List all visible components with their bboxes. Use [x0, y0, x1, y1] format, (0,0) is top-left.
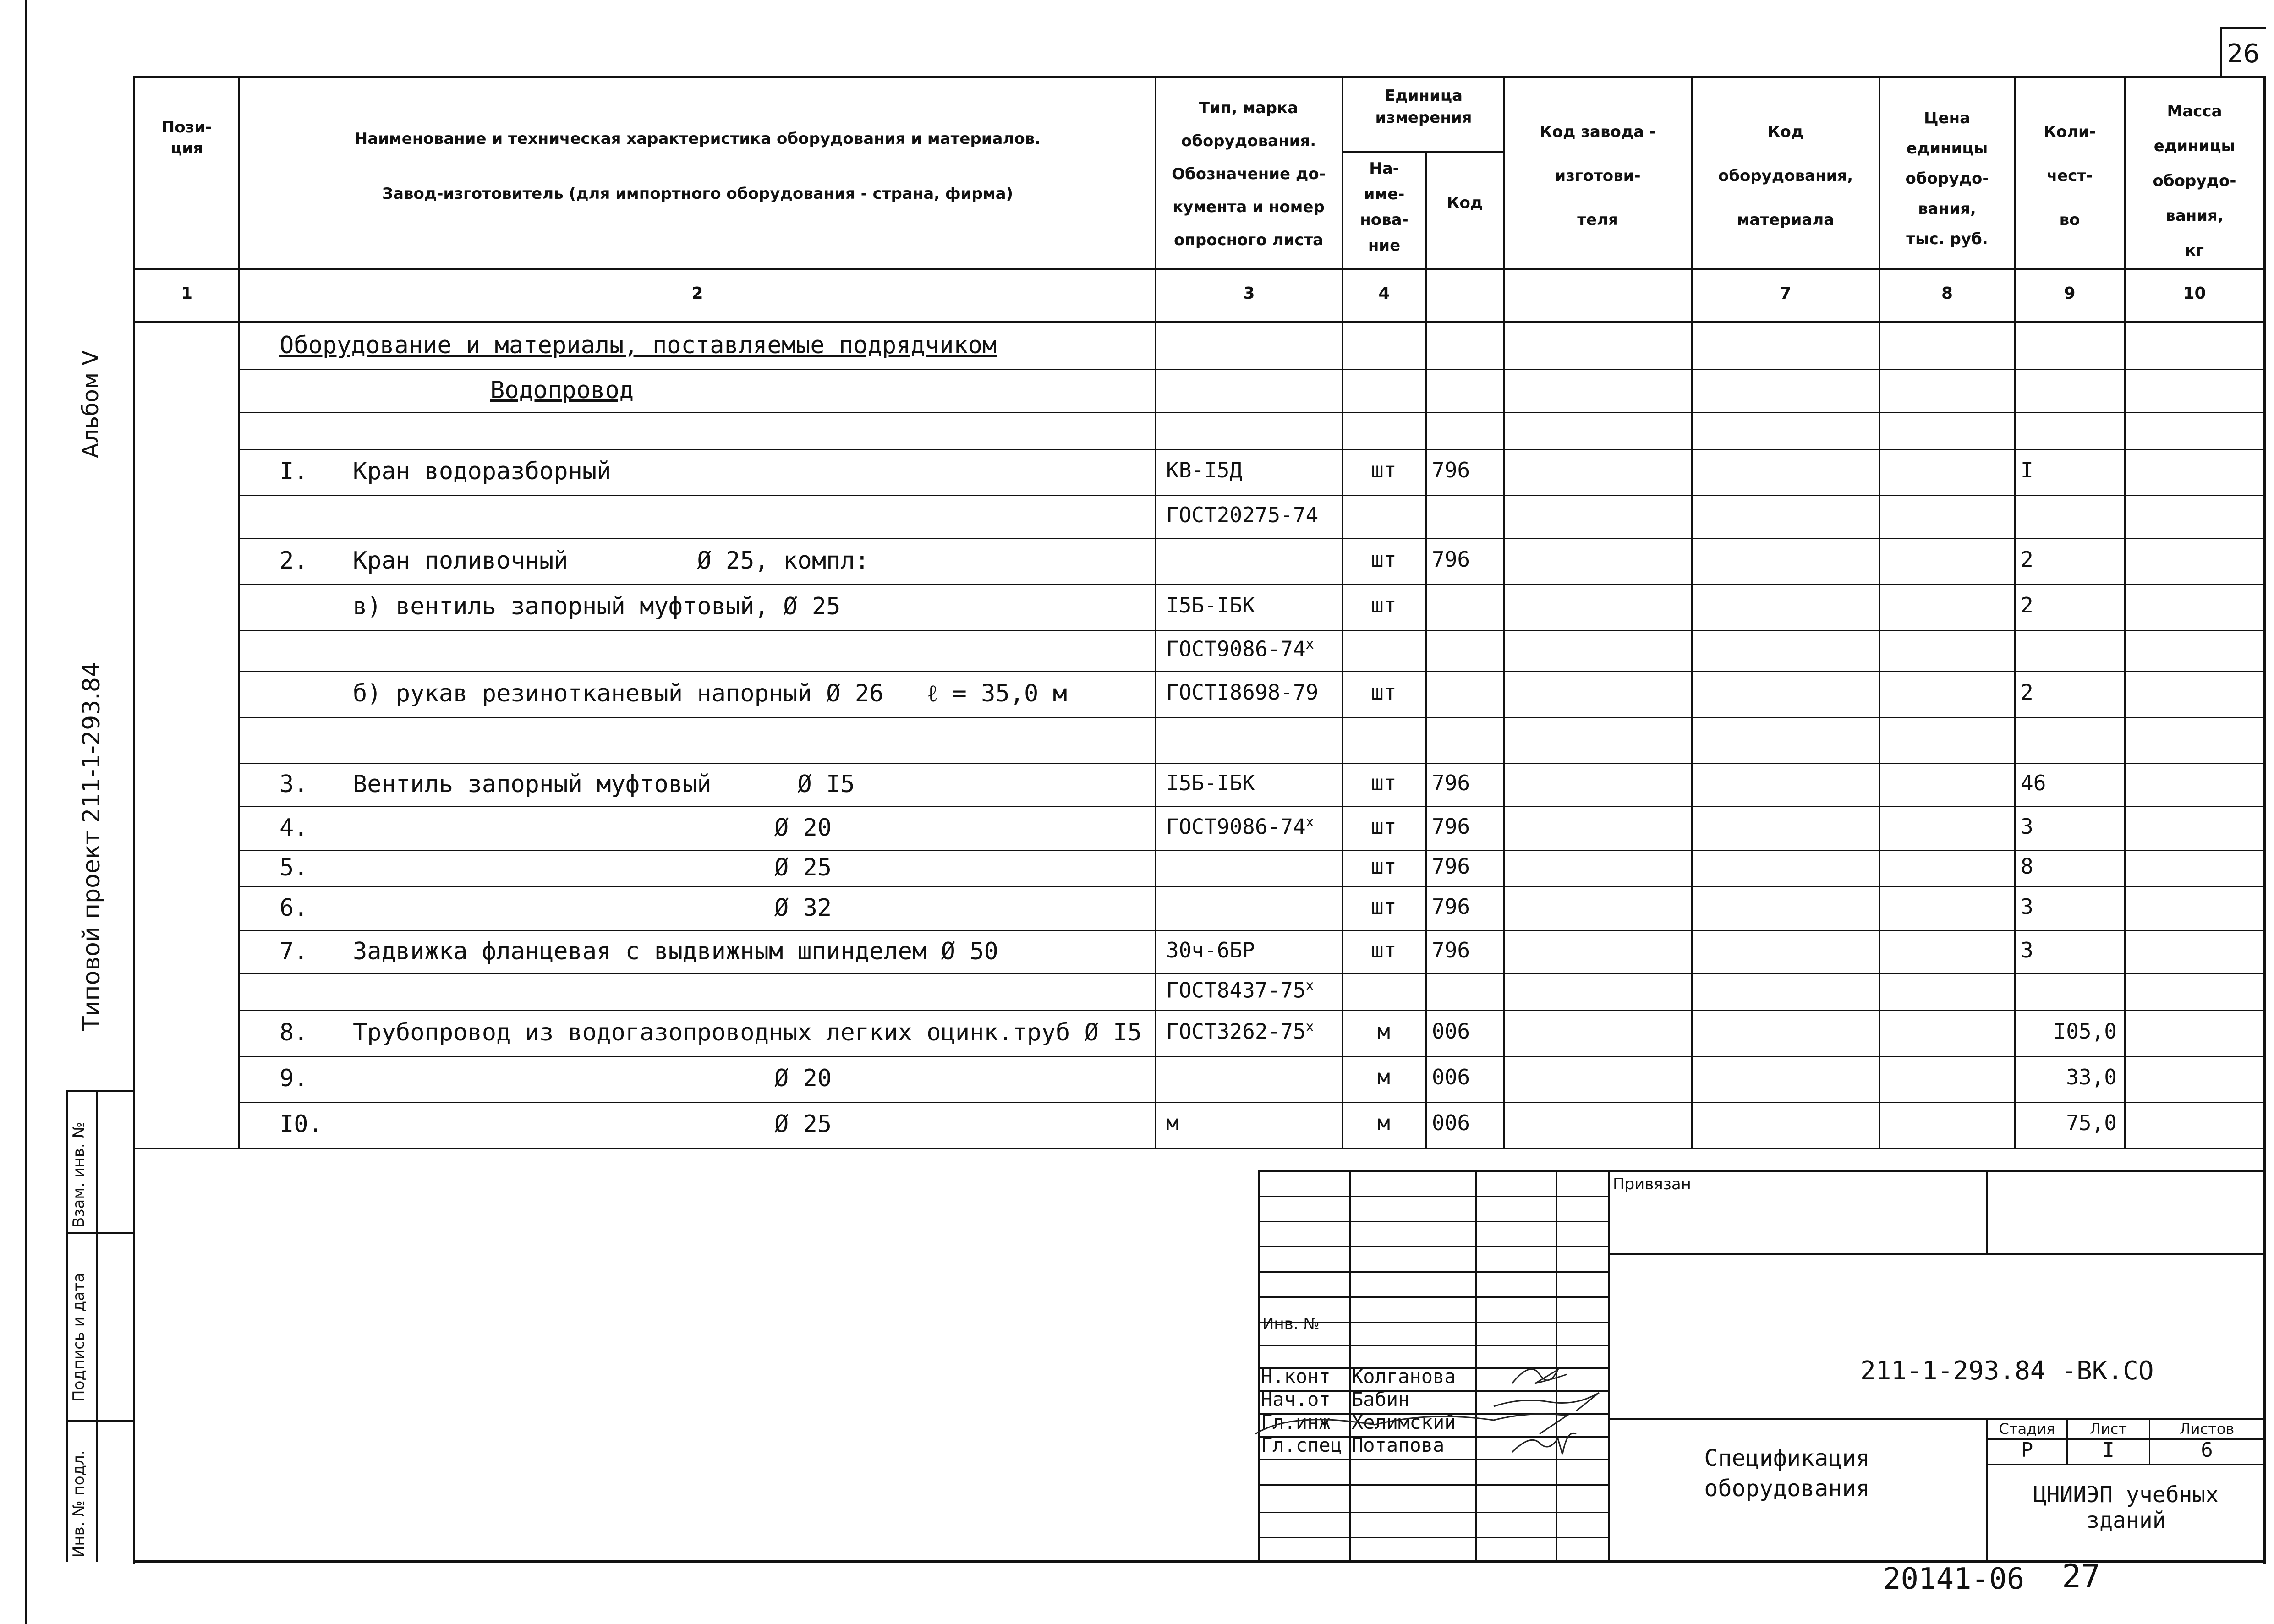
- row-line: [240, 538, 2263, 539]
- stamp-h13: [1258, 1484, 1608, 1486]
- side-box-inner: [96, 1090, 98, 1562]
- sheet-number-box-left: [2220, 27, 2222, 78]
- stamp-document-code: 211-1-293.84 -ВК.СО: [1860, 1356, 2154, 1386]
- table-border-right: [2263, 76, 2266, 1564]
- archive-number: 20141-06: [1883, 1562, 2025, 1596]
- box-label-replaced-inv: Взам. инв. №: [70, 1122, 88, 1228]
- row-unit: шт: [1371, 937, 1397, 962]
- row-quantity: 46: [2021, 770, 2046, 795]
- stamp-inv-label: Инв. №: [1262, 1315, 1320, 1333]
- stamp-organization: ЦНИИЭП учебных зданий: [2033, 1482, 2219, 1533]
- row-line: [240, 495, 2263, 496]
- signature-name-1: Колганова: [1352, 1365, 1456, 1388]
- row-type: ГОСТI8698-79: [1166, 680, 1319, 705]
- signature-name-3: Хелимский: [1352, 1411, 1456, 1433]
- stamp-sheets-value: 6: [2201, 1438, 2213, 1462]
- row-line: [240, 717, 2263, 718]
- colnum-3: 3: [1243, 284, 1255, 303]
- row-line: [240, 671, 2263, 672]
- row-quantity: 3: [2021, 937, 2033, 962]
- row-unit: м: [1377, 1065, 1390, 1089]
- row-name: Водопровод: [490, 376, 634, 404]
- header-plant-code: Код завода - изготови- теля: [1539, 123, 1656, 229]
- row-line: [240, 1102, 2263, 1103]
- side-box-top: [66, 1090, 135, 1092]
- header-price: Цена единицы оборудо- вания, тыс. руб.: [1905, 109, 1989, 248]
- row-type: $ГОСТ9086-74^х$: [1166, 814, 1314, 839]
- row-line: [240, 584, 2263, 585]
- row-code: 006: [1432, 1110, 1470, 1135]
- row-type-superscript: х: [1305, 636, 1314, 652]
- row-quantity: 3: [2021, 814, 2033, 839]
- row-unit: шт: [1371, 854, 1397, 879]
- stamp-h5: [1258, 1296, 1608, 1298]
- row-position: I.: [279, 458, 308, 485]
- stamp-stage-label: Стадия: [1999, 1420, 2055, 1438]
- row-type: $ГОСТ9086-74^х$: [1166, 636, 1314, 662]
- row-quantity: I: [2021, 458, 2033, 482]
- row-unit: шт: [1371, 593, 1397, 618]
- row-code: 006: [1432, 1019, 1470, 1044]
- row-code: 796: [1432, 547, 1470, 572]
- header-position: Пози- ция: [161, 118, 212, 158]
- row-name: Ø 25: [774, 1110, 832, 1138]
- box-label-original-inv: Инв. № подл.: [70, 1450, 88, 1558]
- page-number: 27: [2062, 1558, 2101, 1595]
- colnum-1: 1: [181, 284, 193, 303]
- row-line: [240, 449, 2263, 450]
- header-name-line2: Завод-изготовитель (для импортного оборудования - страна, фирма): [382, 185, 1014, 203]
- row-type: $ГОСТ3262-75^х$: [1166, 1019, 1314, 1044]
- row-position: 6.: [279, 894, 308, 922]
- row-line: [240, 369, 2263, 370]
- col-line-2: [238, 76, 240, 1148]
- row-quantity: 3: [2021, 894, 2033, 919]
- row-name: Ø 32: [774, 894, 832, 922]
- row-name: Задвижка фланцевая с выдвижным шпинделем Ø 50: [353, 937, 998, 965]
- row-type: ГОСТ20275-74: [1166, 502, 1319, 527]
- signature-scribbles: [1237, 1356, 1604, 1466]
- row-name: Оборудование и материалы, поставляемые подрядчиком: [279, 332, 997, 359]
- sheet-number-box-top: [2220, 27, 2266, 29]
- row-type: 30ч-6БР: [1166, 937, 1255, 962]
- signature-role-2: Нач.от: [1261, 1388, 1331, 1411]
- row-line: [240, 1010, 2263, 1011]
- album-label: Альбом V: [78, 350, 104, 458]
- stamp-h7: [1258, 1345, 1608, 1346]
- row-code: 796: [1432, 937, 1470, 962]
- row-unit: шт: [1371, 458, 1397, 482]
- row-unit: м: [1377, 1019, 1390, 1044]
- row-position: I0.: [279, 1110, 323, 1138]
- signature-role-1: Н.конт: [1261, 1365, 1331, 1388]
- header-unit-group: Единица измерения: [1375, 87, 1472, 127]
- row-line: [240, 886, 2263, 887]
- header-name-line1: Наименование и техническая характеристика оборудования и материалов.: [354, 130, 1041, 148]
- row-code: 796: [1432, 854, 1470, 879]
- row-line: [240, 850, 2263, 851]
- row-type: I5Б-IБК: [1166, 770, 1255, 795]
- stamp-top: [1258, 1170, 2263, 1172]
- side-box-left: [66, 1090, 68, 1562]
- row-type-superscript: х: [1305, 978, 1314, 994]
- row-line: [240, 973, 2263, 974]
- signature-name-4: Потапова: [1352, 1434, 1445, 1456]
- header-unit-name: На- име- нова- ние: [1360, 159, 1408, 255]
- row-quantity: 8: [2021, 854, 2033, 879]
- stamp-sheets-label: Листов: [2179, 1420, 2235, 1438]
- row-type-superscript: х: [1305, 1019, 1314, 1035]
- signature-role-3: Гл.инж: [1261, 1411, 1331, 1433]
- stamp-title: Спецификация оборудования: [1704, 1445, 1870, 1502]
- row-name: Трубопровод из водогазопроводных легких оцинк.труб Ø I5: [353, 1019, 1142, 1046]
- side-box-div2: [66, 1420, 135, 1422]
- row-type: I5Б-IБК: [1166, 593, 1255, 618]
- stamp-h3: [1258, 1246, 1608, 1247]
- stamp-r-h2: [1608, 1418, 2263, 1420]
- row-position: 8.: [279, 1019, 308, 1046]
- left-margin-line: [25, 0, 27, 1624]
- row-quantity: 2: [2021, 547, 2033, 572]
- row-code: 796: [1432, 894, 1470, 919]
- stamp-h4: [1258, 1271, 1608, 1273]
- row-quantity: 33,0: [2066, 1065, 2117, 1089]
- sheet-number: 26: [2227, 39, 2260, 69]
- row-position: 4.: [279, 814, 308, 842]
- row-code: 796: [1432, 814, 1470, 839]
- colnum-10: 10: [2183, 284, 2206, 303]
- row-name: б) рукав резинотканевый напорный Ø 26 ℓ = 35,0 м: [353, 680, 1067, 707]
- stamp-sheet-label: Лист: [2089, 1420, 2127, 1438]
- header-mass: Масса единицы оборудо- вания, кг: [2153, 102, 2236, 260]
- stamp-h1: [1258, 1196, 1608, 1197]
- row-unit: шт: [1371, 770, 1397, 795]
- data-bottom: [133, 1148, 2266, 1149]
- stamp-sheet-value: I: [2102, 1438, 2115, 1462]
- row-name: Кран водоразборный: [353, 458, 611, 485]
- row-unit: м: [1377, 1110, 1390, 1135]
- signature-name-2: Бабин: [1352, 1388, 1410, 1411]
- row-quantity: 75,0: [2066, 1110, 2117, 1135]
- header-equipment-code: Код оборудования, материала: [1718, 123, 1853, 229]
- row-unit: шт: [1371, 547, 1397, 572]
- row-name: Ø 20: [774, 1065, 832, 1092]
- colnum-4: 4: [1378, 284, 1390, 303]
- side-box-div1: [66, 1232, 135, 1234]
- row-line: [240, 763, 2263, 764]
- row-type: КВ-I5Д: [1166, 458, 1243, 482]
- column-number-row-bottom: [133, 321, 2266, 323]
- row-name: Кран поливочный Ø 25, компл:: [353, 547, 870, 574]
- row-unit: шт: [1371, 814, 1397, 839]
- row-type: $ГОСТ8437-75^х$: [1166, 978, 1314, 1003]
- row-name: в) вентиль запорный муфтовый, Ø 25: [353, 593, 841, 620]
- row-position: 7.: [279, 937, 308, 965]
- row-line: [240, 806, 2263, 807]
- row-code: 006: [1432, 1065, 1470, 1089]
- stamp-attached-divider: [1986, 1170, 1988, 1253]
- col-line-4b: [1425, 151, 1427, 1148]
- table-border-top: [133, 76, 2266, 78]
- colnum-8: 8: [1941, 284, 1953, 303]
- row-quantity: 2: [2021, 680, 2033, 705]
- row-line: [240, 930, 2263, 931]
- row-position: 2.: [279, 547, 308, 574]
- project-label: Типовой проект 211-1-293.84: [78, 662, 105, 1031]
- row-name: Ø 25: [774, 854, 832, 881]
- header-unit-code: Код: [1447, 194, 1483, 212]
- header-type: Тип, марка оборудования. Обозначение до- кумента и номер опросного листа: [1172, 99, 1326, 249]
- box-label-signature-date: Подпись и дата: [70, 1273, 88, 1402]
- stamp-h2: [1258, 1221, 1608, 1222]
- stamp-h15: [1258, 1537, 1608, 1538]
- row-type-superscript: х: [1305, 814, 1314, 830]
- row-code: 796: [1432, 458, 1470, 482]
- row-position: 5.: [279, 854, 308, 881]
- stamp-v4: [1608, 1170, 1610, 1560]
- row-position: 9.: [279, 1065, 308, 1092]
- row-type: м: [1166, 1110, 1179, 1135]
- unit-header-divider: [1342, 151, 1505, 153]
- stamp-r-h1: [1608, 1253, 2263, 1255]
- stamp-attached-label: Привязан: [1613, 1175, 1691, 1193]
- colnum-9: 9: [2064, 284, 2076, 303]
- stamp-h14: [1258, 1512, 1608, 1513]
- row-quantity: 2: [2021, 593, 2033, 618]
- row-position: 3.: [279, 770, 308, 798]
- stamp-stage-value: Р: [2021, 1438, 2033, 1462]
- table-header-bottom: [133, 268, 2266, 270]
- row-line: [240, 630, 2263, 631]
- colnum-2: 2: [691, 284, 703, 303]
- row-quantity: I05,0: [2053, 1019, 2117, 1044]
- row-name: Ø 20: [774, 814, 832, 842]
- colnum-7: 7: [1780, 284, 1792, 303]
- signature-role-4: Гл.спец: [1261, 1434, 1342, 1456]
- row-unit: шт: [1371, 894, 1397, 919]
- row-line: [240, 412, 2263, 413]
- row-code: 796: [1432, 770, 1470, 795]
- row-line: [240, 1056, 2263, 1057]
- header-quantity: Коли- чест- во: [2044, 123, 2096, 229]
- stamp-r-h4: [1986, 1464, 2263, 1465]
- row-name: Вентиль запорный муфтовый Ø I5: [353, 770, 855, 798]
- col-line-3: [1155, 76, 1156, 1148]
- row-unit: шт: [1371, 680, 1397, 705]
